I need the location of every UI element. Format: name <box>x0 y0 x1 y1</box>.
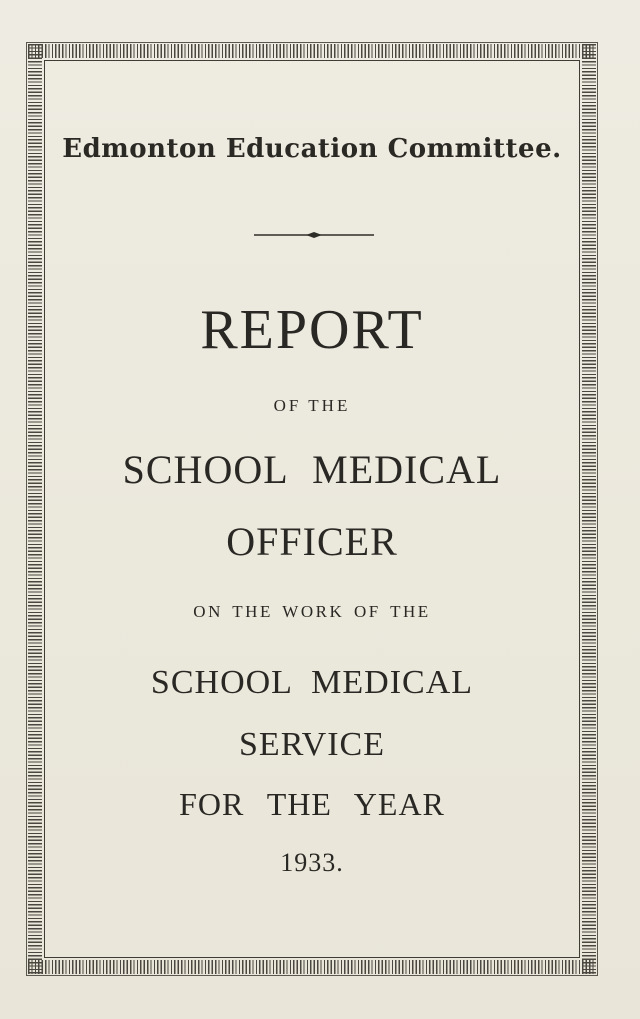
report-title: REPORT <box>200 299 424 361</box>
ornament-rule-icon <box>254 230 374 240</box>
on-the-work-text: ON THE WORK OF THE <box>193 602 431 621</box>
officer-heading: OFFICER <box>226 519 398 564</box>
school-medical-service-line-1: SCHOOL MEDICAL <box>150 664 474 701</box>
border-hatch-top <box>28 44 596 58</box>
decorative-border <box>28 44 596 974</box>
of-the-text: OF THE <box>273 396 351 415</box>
school-medical-service-line-2: SERVICE <box>239 726 385 763</box>
school-medical-heading: SCHOOL MEDICAL <box>122 447 502 492</box>
border-inner-line <box>44 60 580 958</box>
border-hatch-bottom <box>28 960 596 974</box>
border-hatch-left <box>28 44 42 974</box>
committee-heading: Edmonton Education Committee. <box>62 134 562 164</box>
report-year: 1933. <box>280 848 344 877</box>
for-the-year-text: FOR THE YEAR <box>179 786 445 822</box>
border-hatch-right <box>582 44 596 974</box>
